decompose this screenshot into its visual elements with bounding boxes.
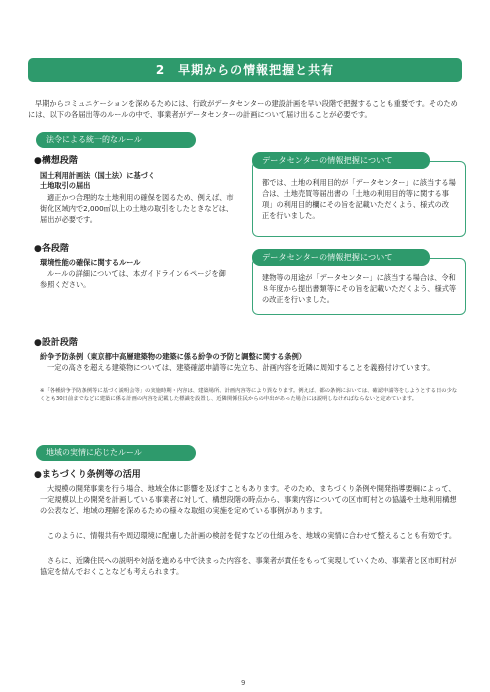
section-label-statutory: 法令による統一的なルール	[36, 132, 196, 148]
town-planning-heading: ●まちづくり条例等の活用	[34, 470, 141, 480]
design-stage-ordinance: 紛争予防条例（東京都中高層建築物の建築に係る紛争の予防と調整に関する条例）	[40, 352, 306, 361]
section-label-local: 地域の実情に応じたルール	[36, 445, 196, 461]
concept-stage-law: 国土利用計画法（国土法）に基づく	[40, 171, 156, 180]
info-box-land-body: 都では、土地の利用目的が「データセンター」に該当する場合は、土地売買等届出書の「土地の利用目的等に関する事項」の利用目的欄にその旨を記載いただくよう、様式の改正を行いました。	[262, 178, 456, 220]
intro-paragraph: 早期からコミュニケーションを深めるためには、行政がデータセンターの建設計画を早い段階で把握することも重要です。そのためには、以下の各届出等のルールの中で、事業者がデータセンターの計画について届け出ることが必要です。	[28, 99, 458, 119]
each-stage-heading: ●各段階	[34, 244, 69, 254]
town-planning-paragraph-2: このように、情報共有や周辺環境に配慮した計画の検討を促すなどの仕組みを、地域の実情に合わせて整えることも有効です。	[47, 531, 457, 540]
page-number: 9	[241, 679, 246, 687]
town-planning-paragraph-1: 大規模の開発事業を行う場合、地域全体に影響を及ぼすこともあります。そのため、まちづくり条例や開発指導要綱によって、一定規模以上の開発を計画している事業者に対して、構想段階の時点から、事業内容についての区市町村との協議や土地利用構想の公表など、地域の理解を深めるための様々な取組の実施を定めている事例があります。	[40, 484, 457, 515]
info-box-building-heading: データセンターの情報把握について	[252, 249, 430, 266]
design-stage-heading: ●設計段階	[34, 338, 78, 348]
each-stage-body: ルールの詳細については、本ガイドライン６ページを御参照ください。	[40, 269, 226, 289]
design-stage-note: ※「各種紛争予防条例等に基づく説明会等」の実施時期・内容は、建築場所、計画内容等により異なります。例えば、都の条例においては、確認申請等をしようとする日の少なくとも30日前までなどに建築に係る計画の内容を記載した標識を設置し、近隣関係住民からの申出があった場合には説明しなければならないと定めています。	[40, 388, 458, 402]
info-box-land-heading: データセンターの情報把握について	[252, 152, 430, 169]
info-box-building-body: 建物等の用途が「データセンター」に該当する場合は、令和８年度から提出書類等にその旨を記載いただくよう、様式等の改正を行いました。	[262, 273, 457, 304]
page-title: 2 早期からの情報把握と共有	[28, 58, 462, 82]
concept-stage-law-sub: 土地取引の届出	[40, 181, 91, 190]
concept-stage-body: 適正かつ合理的な土地利用の確保を図るため、例えば、市街化区域内で2,000㎡以上の土地の取引をしたときなどは、届出が必要です。	[40, 193, 234, 224]
town-planning-paragraph-3: さらに、近隣住民への説明や対話を進める中で決まった内容を、事業者が責任をもって実現していくため、事業者と区市町村が協定を結んでおくことなども考えられます。	[40, 556, 457, 576]
design-stage-body: 一定の高さを超える建築物については、建築確認申請等に先立ち、計画内容を近隣に周知することを義務付けています。	[47, 363, 435, 372]
each-stage-rule: 環境性能の確保に関するルール	[40, 258, 141, 267]
concept-stage-heading: ●構想段階	[34, 156, 78, 166]
